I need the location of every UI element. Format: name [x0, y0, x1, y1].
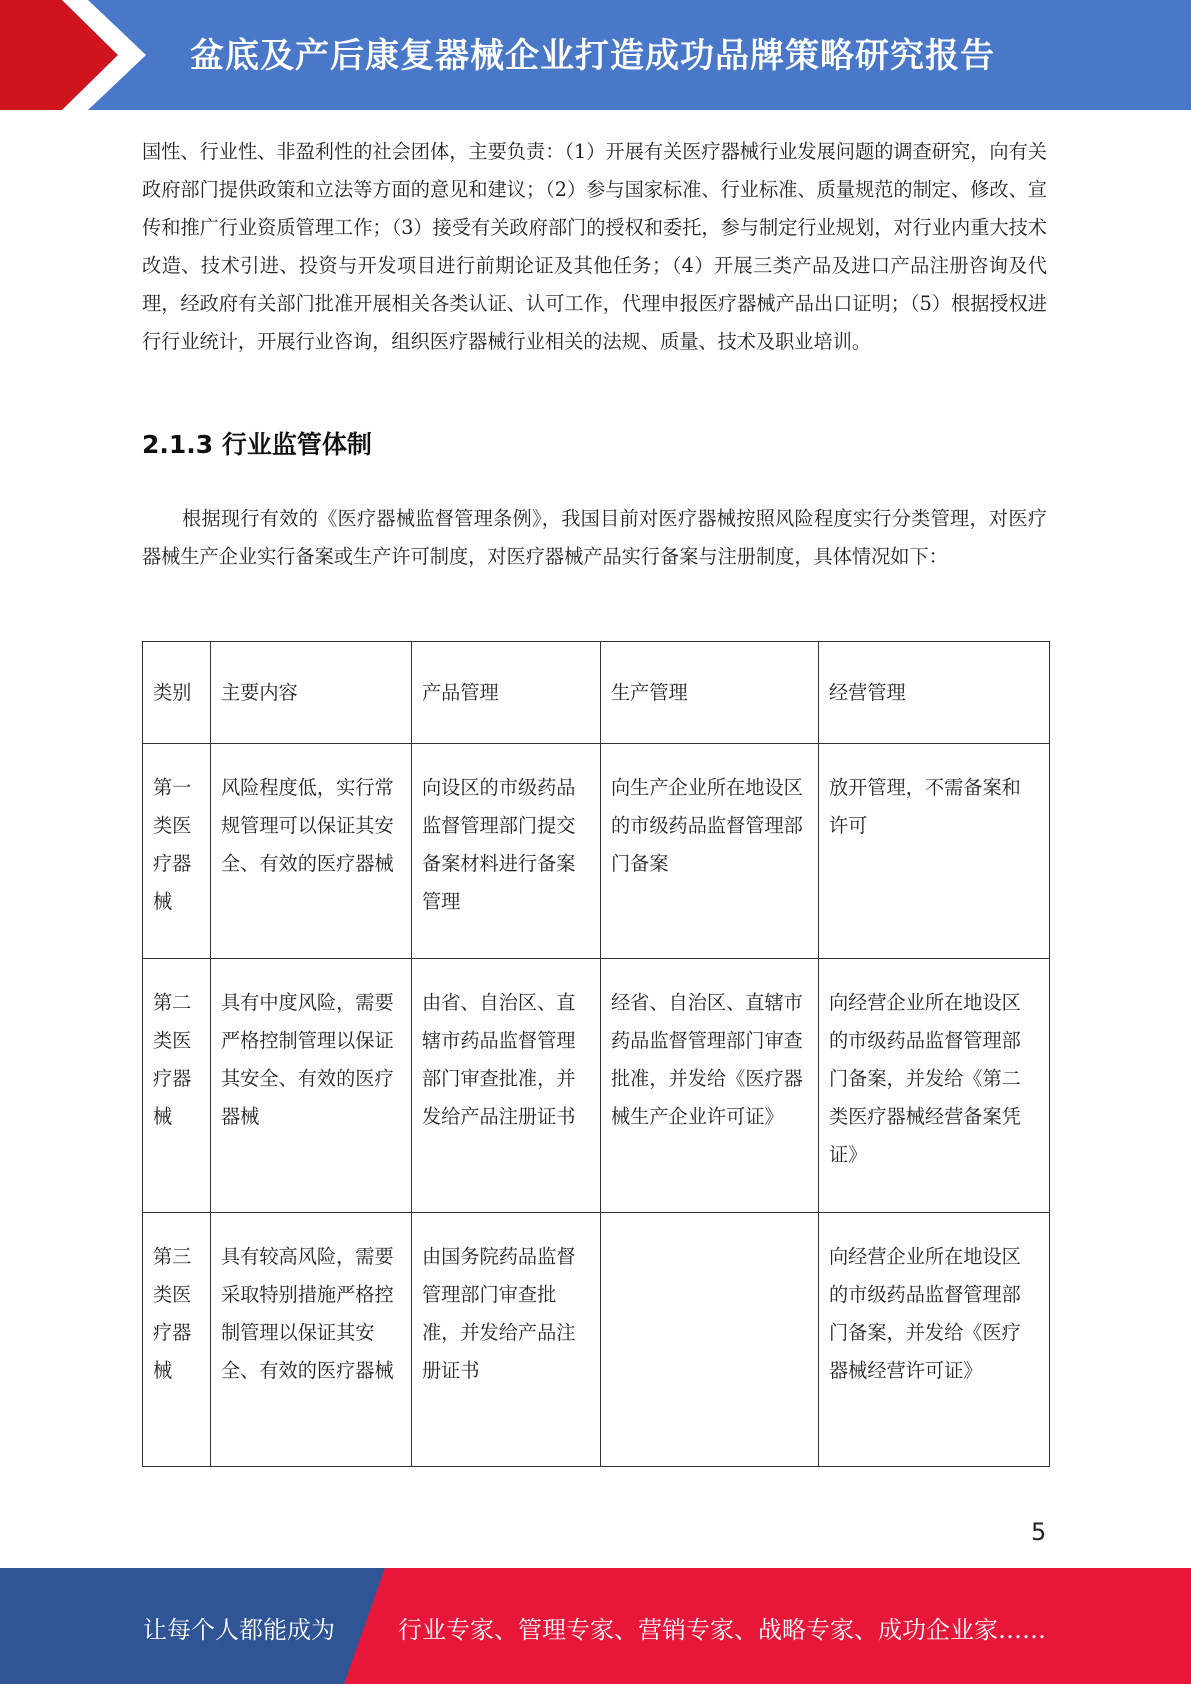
table-cell-operation: 向经营企业所在地设区的市级药品监督管理部门备案，并发给《第二类医疗器械经营备案凭证》 [819, 959, 1050, 1213]
page-footer [0, 1568, 1191, 1684]
table-cell-content: 具有较高风险，需要采取特别措施严格控制管理以保证其安全、有效的医疗器械 [211, 1213, 412, 1467]
table-cell-product: 向设区的市级药品监督管理部门提交备案材料进行备案管理 [412, 744, 601, 959]
footer-slogan-lead: 让每个人都能成为 [143, 1616, 335, 1644]
table-header-cell: 类别 [143, 642, 211, 744]
body-paragraph-intro: 国性、行业性、非盈利性的社会团体，主要负责：（1）开展有关医疗器械行业发展问题的调查研究，向有关政府部门提供政策和立法等方面的意见和建议；（2）参与国家标准、行业标准、质量规范的制定、修改、宣传和推广行业资质管理工作；（3）接受有关政府部门的授权和委托，参与制定行业规划，对行业内重大技术改造、技术引进、投资与开发项目进行前期论证及其他任务；（4）开展三类产品及进口产品注册咨询及代理，经政府有关部门批准开展相关各类认证、认可工作，代理申报医疗器械产品出口证明；（5）根据授权进行行业统计，开展行业咨询，组织医疗器械行业相关的法规、质量、技术及职业培训。 [142, 140, 1047, 353]
table-header-cell: 产品管理 [412, 642, 601, 744]
table-header-row [143, 642, 1050, 744]
table-row [143, 744, 1050, 959]
section-heading: 2.1.3 行业监管体制 [142, 430, 372, 459]
table-cell-category: 第一类医疗器械 [143, 744, 211, 959]
table-cell-content: 具有中度风险，需要严格控制管理以保证其安全、有效的医疗器械 [211, 959, 412, 1213]
regulation-table [142, 641, 1050, 1467]
report-title: 盆底及产后康复器械企业打造成功品牌策略研究报告 [190, 36, 995, 76]
table-cell-content: 风险程度低，实行常规管理可以保证其安全、有效的医疗器械 [211, 744, 412, 959]
footer-slogan-roles: 行业专家、管理专家、营销专家、战略专家、成功企业家…… [398, 1616, 1046, 1644]
table-cell-production: 向生产企业所在地设区的市级药品监督管理部门备案 [601, 744, 819, 959]
table-header-cell: 经营管理 [819, 642, 1050, 744]
table-cell-product: 由省、自治区、直辖市药品监督管理部门审查批准，并发给产品注册证书 [412, 959, 601, 1213]
table-header-cell: 主要内容 [211, 642, 412, 744]
table-cell-category: 第二类医疗器械 [143, 959, 211, 1213]
table-cell-operation: 向经营企业所在地设区的市级药品监督管理部门备案，并发给《医疗器械经营许可证》 [819, 1213, 1050, 1467]
table-cell-operation: 放开管理，不需备案和许可 [819, 744, 1050, 959]
page-header [0, 0, 1191, 110]
table-header-cell: 生产管理 [601, 642, 819, 744]
table-row [143, 959, 1050, 1213]
table-cell-category: 第三类医疗器械 [143, 1213, 211, 1467]
table-cell-production: 经省、自治区、直辖市药品监督管理部门审查批准，并发给《医疗器械生产企业许可证》 [601, 959, 819, 1213]
table-row [143, 1213, 1050, 1467]
page-number: 5 [1031, 1518, 1047, 1546]
body-paragraph-regulation: 根据现行有效的《医疗器械监督管理条例》，我国目前对医疗器械按照风险程度实行分类管理，对医疗器械生产企业实行备案或生产许可制度，对医疗器械产品实行备案与注册制度，具体情况如下： [142, 507, 1047, 568]
table-cell-product: 由国务院药品监督管理部门审查批准，并发给产品注册证书 [412, 1213, 601, 1467]
table-cell-production [601, 1213, 819, 1467]
